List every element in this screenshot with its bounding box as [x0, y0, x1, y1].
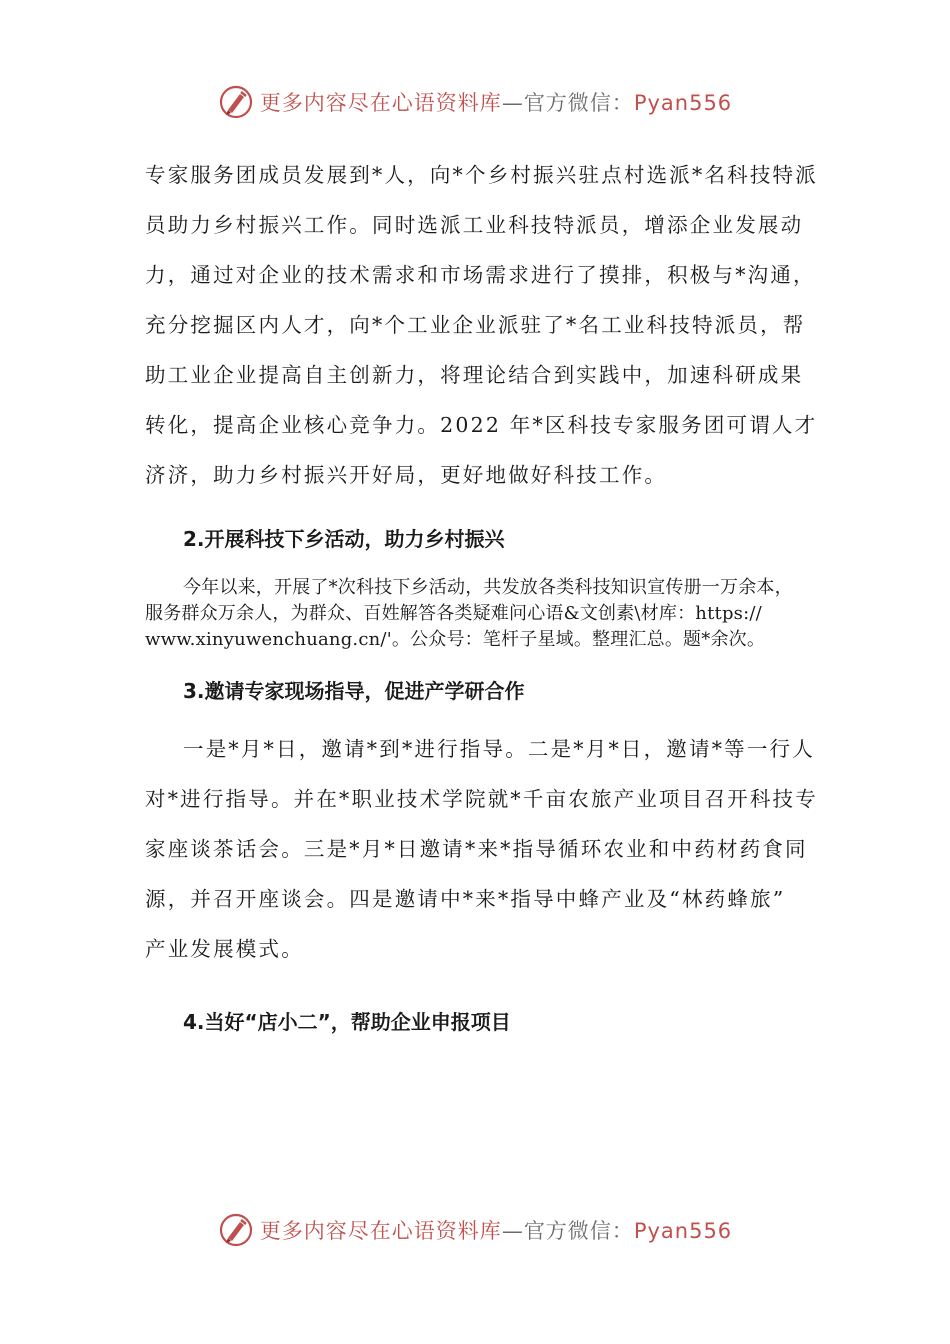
banner-official-text: 官方微信：: [523, 1219, 634, 1243]
header-banner: [0, 82, 950, 122]
banner-wechat-id: Pyan556: [633, 1219, 733, 1243]
banner-dash: —: [501, 1219, 524, 1243]
paragraph-1-line: 力，通过对企业的技术需求和市场需求进行了摸排，积极与*沟通，: [145, 263, 816, 287]
paragraph-1-line: 济济，助力乡村振兴开好局，更好地做好科技工作。: [145, 463, 668, 487]
document-body: [145, 150, 818, 1035]
pen-nib-logo-icon: [218, 1212, 254, 1248]
paragraph-3: [145, 724, 818, 974]
paragraph-1-line: 员助力乡村振兴工作。同时选派工业科技特派员，增添企业发展动: [145, 213, 804, 237]
banner-brand-text: 更多内容尽在心语资料库: [259, 1219, 502, 1243]
banner-text: [260, 1215, 732, 1245]
section-heading-2: 2.开展科技下乡活动，助力乡村振兴: [183, 527, 505, 551]
paragraph-1-line: 专家服务团成员发展到*人，向*个乡村振兴驻点村选派*名科技特派: [145, 163, 818, 187]
paragraph-2-line: 服务群众万余人，为群众、百姓解答各类疑难问心语&文创素\材库：https://: [145, 603, 762, 624]
pen-nib-logo-icon: [218, 84, 254, 120]
banner-official-text: 官方微信：: [523, 91, 634, 115]
paragraph-3-line: 一是*月*日，邀请*到*进行指导。二是*月*日，邀请*等一行人: [183, 737, 815, 761]
paragraph-1-line: 转化，提高企业核心竞争力。2022 年*区科技专家服务团可谓人才: [145, 413, 818, 437]
paragraph-3-line: 产业发展模式。: [145, 937, 304, 961]
paragraph-2: [145, 575, 810, 653]
footer-banner: [0, 1210, 950, 1250]
paragraph-1-line: 助工业企业提高自主创新力，将理论结合到实践中，加速科研成果: [145, 363, 804, 387]
paragraph-2-line: www.xinyuwenchuang.cn/'。公众号：笔杆子星域。整理汇总。题*余次。: [145, 629, 766, 650]
paragraph-1: [145, 150, 818, 500]
banner-brand-text: 更多内容尽在心语资料库: [259, 91, 502, 115]
section-heading-3: 3.邀请专家现场指导，促进产学研合作: [183, 679, 525, 703]
paragraph-3-line: 对*进行指导。并在*职业技术学院就*千亩农旅产业项目召开科技专: [145, 787, 818, 811]
banner-wechat-id: Pyan556: [633, 91, 733, 115]
paragraph-1-line: 充分挖掘区内人才，向*个工业企业派驻了*名工业科技特派员，帮: [145, 313, 806, 337]
paragraph-3-line: 家座谈茶话会。三是*月*日邀请*来*指导循环农业和中药材药食同: [145, 837, 808, 861]
paragraph-2-line: 今年以来，开展了*次科技下乡活动，共发放各类科技知识宣传册一万余本，: [183, 577, 793, 598]
paragraph-3-line: 源，并召开座谈会。四是邀请中*来*指导中蜂产业及“林药蜂旅”: [145, 887, 786, 911]
banner-text: [260, 87, 732, 117]
banner-dash: —: [501, 91, 524, 115]
section-heading-4: 4.当好“店小二”，帮助企业申报项目: [183, 1010, 511, 1034]
